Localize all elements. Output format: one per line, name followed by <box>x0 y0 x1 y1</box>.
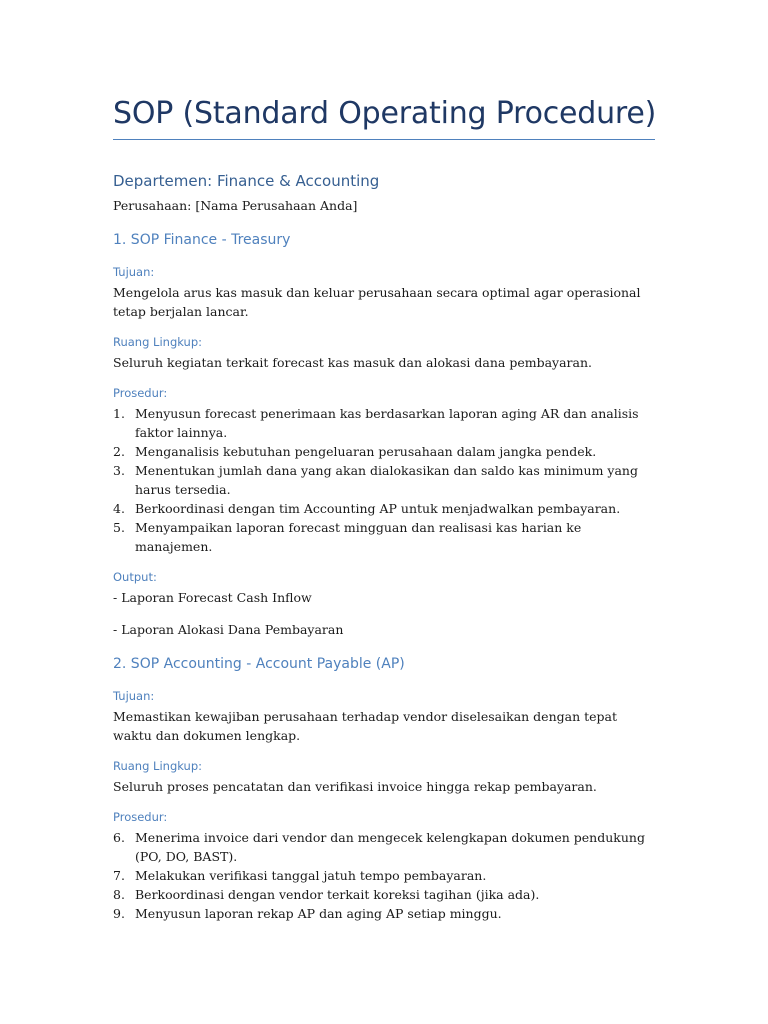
section-1-prosedur-label: Prosedur: <box>113 386 168 400</box>
step-text: Menyusun laporan rekap AP dan aging AP setiap minggu. <box>135 906 502 921</box>
procedure-step <box>113 461 655 499</box>
step-number: 8. <box>113 887 125 902</box>
section-1-ruang-label: Ruang Lingkup: <box>113 335 203 349</box>
step-text: Menerima invoice dari vendor dan mengecek kelengkapan dokumen pendukung (PO, DO, BAST). <box>135 830 645 864</box>
step-text: Menganalisis kebutuhan pengeluaran perusahaan dalam jangka pendek. <box>135 444 597 459</box>
step-number: 2. <box>113 444 125 459</box>
section-1-procedure-list <box>113 404 655 556</box>
section-1-output-item: - Laporan Alokasi Dana Pembayaran <box>113 622 344 637</box>
step-number: 5. <box>113 520 125 535</box>
procedure-step <box>113 404 655 442</box>
step-text: Berkoordinasi dengan tim Accounting AP untuk menjadwalkan pembayaran. <box>135 501 621 516</box>
step-text: Menyampaikan laporan forecast mingguan dan realisasi kas harian ke manajemen. <box>135 520 582 554</box>
section-2-ruang-text: Seluruh proses pencatatan dan verifikasi invoice hingga rekap pembayaran. <box>113 779 597 794</box>
section-1-ruang-text: Seluruh kegiatan terkait forecast kas masuk dan alokasi dana pembayaran. <box>113 355 592 370</box>
section-2-procedure-list <box>113 828 655 923</box>
document-title: SOP (Standard Operating Procedure) <box>113 96 657 131</box>
step-text: Menentukan jumlah dana yang akan dialokasikan dan saldo kas minimum yang harus tersedia. <box>135 463 638 497</box>
section-1-output-label: Output: <box>113 570 157 584</box>
step-number: 6. <box>113 830 125 845</box>
procedure-step <box>113 828 655 866</box>
document-body <box>113 170 655 923</box>
section-1-tujuan-label: Tujuan: <box>113 265 155 279</box>
procedure-step <box>113 885 655 904</box>
section-1-heading: 1. SOP Finance - Treasury <box>113 232 291 248</box>
step-number: 9. <box>113 906 125 921</box>
department-heading: Departemen: Finance & Accounting <box>113 172 380 190</box>
company-line: Perusahaan: [Nama Perusahaan Anda] <box>113 198 358 213</box>
step-text: Melakukan verifikasi tanggal jatuh tempo pembayaran. <box>135 868 487 883</box>
procedure-step <box>113 499 655 518</box>
section-2-heading: 2. SOP Accounting - Account Payable (AP) <box>113 656 405 672</box>
section-2-tujuan-text: Memastikan kewajiban perusahaan terhadap vendor diselesaikan dengan tepat waktu dan dokumen lengkap. <box>113 709 617 743</box>
step-number: 3. <box>113 463 125 478</box>
procedure-step <box>113 518 655 556</box>
procedure-step <box>113 904 655 923</box>
section-2-tujuan-label: Tujuan: <box>113 689 155 703</box>
title-underline <box>113 139 655 140</box>
procedure-step <box>113 866 655 885</box>
step-number: 4. <box>113 501 125 516</box>
step-number: 1. <box>113 406 125 421</box>
procedure-step <box>113 442 655 461</box>
section-1-tujuan-text: Mengelola arus kas masuk dan keluar perusahaan secara optimal agar operasional tetap berjalan lancar. <box>113 285 641 319</box>
section-1-output-item: - Laporan Forecast Cash Inflow <box>113 590 312 605</box>
step-text: Menyusun forecast penerimaan kas berdasarkan laporan aging AR dan analisis faktor lainnya. <box>135 406 639 440</box>
section-2-prosedur-label: Prosedur: <box>113 810 168 824</box>
section-2-ruang-label: Ruang Lingkup: <box>113 759 203 773</box>
step-number: 7. <box>113 868 125 883</box>
step-text: Berkoordinasi dengan vendor terkait koreksi tagihan (jika ada). <box>135 887 540 902</box>
